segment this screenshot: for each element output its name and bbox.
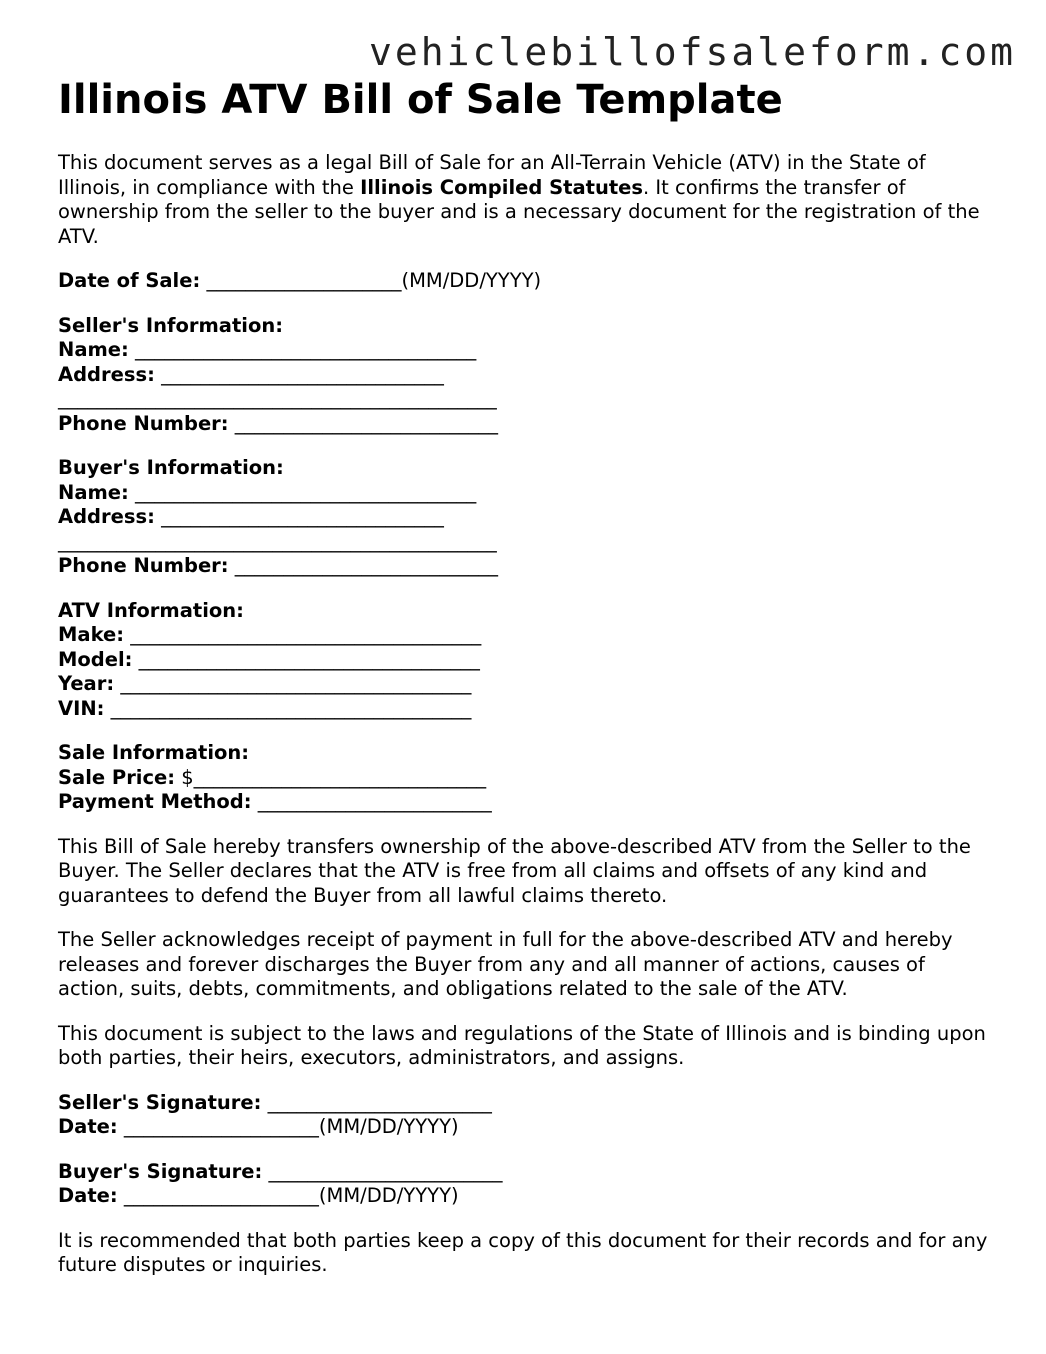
seller-phone-label: Phone Number: [58,411,229,435]
buyer-signature-section [58,1160,993,1209]
atv-make-label: Make: [58,623,125,646]
seller-phone-blank[interactable]: ___________________________ [228,411,499,435]
seller-info-heading: Seller's Information: [58,313,284,337]
sale-price-line [58,766,993,791]
sale-price-blank[interactable]: $______________________________ [175,765,487,789]
intro-text-start: This document serves as a legal Bill of Sale for an All-Terrain Vehicle (ATV) in the State of Illinois, in compliance with the [58,151,926,199]
buyer-phone-label: Phone Number: [58,554,229,577]
date-of-sale-label: Date of Sale: [58,269,201,292]
atv-vin-blank[interactable]: _____________________________________ [104,696,472,720]
seller-date-label: Date: [58,1115,118,1138]
buyer-signature-line [58,1160,993,1185]
payment-method-label: Payment Method: [58,790,252,813]
atv-model-label: Model: [58,647,133,671]
seller-name-label: Name: [58,338,129,361]
seller-signature-line [58,1091,993,1116]
buyer-address-blank[interactable]: _____________________________ [154,505,444,528]
buyer-signature-blank[interactable]: ________________________ [262,1159,503,1183]
atv-vin-label: VIN: [58,696,105,720]
buyer-date-blank[interactable]: ____________________ [117,1184,319,1207]
seller-address-blank[interactable]: _____________________________ [154,362,444,386]
date-of-sale-blank[interactable]: ____________________ [200,269,402,292]
buyer-signature-label: Buyer's Signature: [58,1159,263,1183]
seller-date-blank[interactable]: ____________________ [117,1115,319,1138]
buyer-phone-line [58,554,993,579]
buyer-address-line [58,505,993,530]
buyer-name-line [58,481,993,506]
buyer-info-heading: Buyer's Information: [58,456,284,479]
atv-make-line [58,623,993,648]
governing-law-paragraph: This document is subject to the laws and regulations of the State of Illinois and is binding upon both parties, their heirs, executors, administrators, and assigns. [58,1021,986,1069]
seller-info-section [58,314,993,437]
atv-info-heading: ATV Information: [58,598,244,622]
buyer-signature-date-line [58,1184,993,1209]
seller-address-line [58,363,993,388]
acknowledgement-paragraph: The Seller acknowledges receipt of payment in full for the above-described ATV and hereby releases and forever discharges the Buyer from any and all manner of actions, causes of action, suits, debts, commitments, and obligations related to the sale of the ATV. [58,928,953,1000]
atv-make-blank[interactable]: ____________________________________ [124,623,482,646]
seller-date-format-hint: (MM/DD/YYYY) [318,1115,459,1138]
seller-signature-date-line [58,1115,993,1140]
date-of-sale-line [58,269,993,294]
intro-text-end: . It confirms the transfer of ownership from the seller to the buyer and is a necessary document for the registration of the ATV. [58,175,980,248]
buyer-name-label: Name: [58,480,129,504]
atv-year-line [58,672,993,697]
site-watermark: vehiclebillofsaleform.com [369,30,1016,74]
atv-info-section [58,599,993,722]
buyer-name-blank[interactable]: ___________________________________ [128,480,477,504]
statutes-reference: Illinois Compiled Statutes [360,175,643,199]
atv-model-line [58,648,993,673]
buyer-address-line2-blank[interactable]: _____________________________________________ [58,529,497,553]
buyer-phone-blank[interactable]: ___________________________ [228,554,499,577]
intro-paragraph [58,151,993,249]
atv-year-blank[interactable]: ____________________________________ [114,672,472,695]
seller-signature-label: Seller's Signature: [58,1090,262,1114]
date-format-hint: (MM/DD/YYYY) [401,269,542,292]
buyer-info-section [58,456,993,579]
seller-address-label: Address: [58,362,155,386]
seller-name-blank[interactable]: ___________________________________ [128,338,477,361]
document-page [58,76,993,1278]
document-title: Illinois ATV Bill of Sale Template [58,77,783,123]
seller-signature-blank[interactable]: _______________________ [261,1090,492,1114]
payment-method-line [58,790,993,815]
seller-signature-section [58,1091,993,1140]
atv-year-label: Year: [58,672,115,695]
seller-address-line2-blank[interactable]: _____________________________________________ [58,387,497,410]
sale-info-section [58,741,993,815]
buyer-address-label: Address: [58,505,155,528]
payment-method-blank[interactable]: ________________________ [251,790,492,813]
buyer-date-label: Date: [58,1184,118,1207]
sale-price-label: Sale Price: [58,765,176,789]
atv-model-blank[interactable]: ___________________________________ [132,647,480,671]
sale-info-heading: Sale Information: [58,741,250,764]
recommendation-paragraph: It is recommended that both parties keep a copy of this document for their records and for any future disputes or inquiries. [58,1228,988,1276]
seller-phone-line [58,412,993,437]
transfer-paragraph: This Bill of Sale hereby transfers ownership of the above-described ATV from the Seller to the Buyer. The Seller declares that the ATV is free from all claims and offsets of any kind and guarantees to defend the Buyer from all lawful claims thereto. [58,834,971,907]
atv-vin-line [58,697,993,722]
buyer-date-format-hint: (MM/DD/YYYY) [318,1184,459,1207]
seller-name-line [58,338,993,363]
